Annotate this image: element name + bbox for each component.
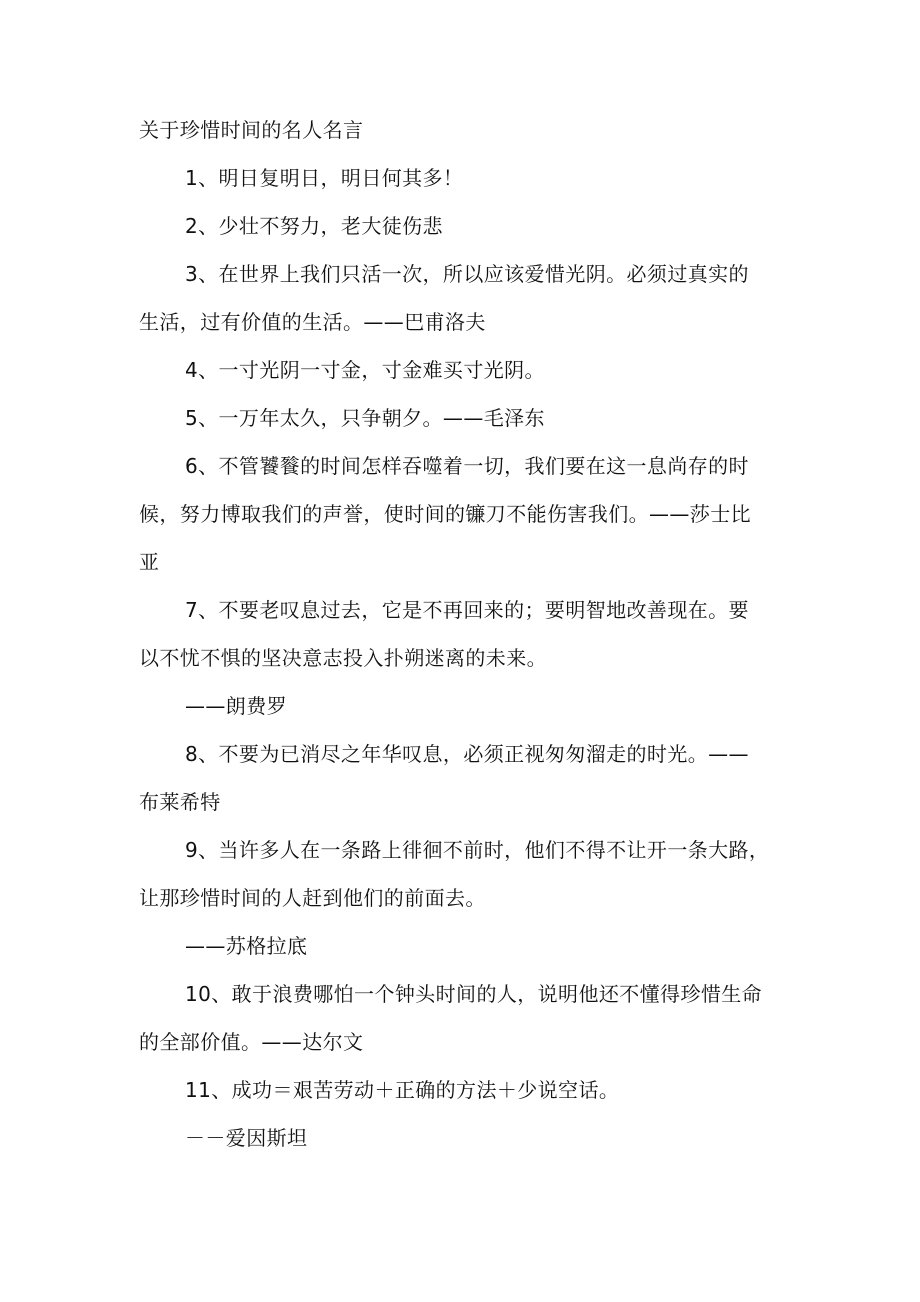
paragraph-line: 2、少壮不努力，老大徒伤悲 bbox=[185, 214, 443, 238]
paragraph-line: 9、当许多人在一条路上徘徊不前时，他们不得不让开一条大路， bbox=[185, 838, 770, 862]
paragraph-line: 3、在世界上我们只活一次，所以应该爱惜光阴。必须过真实的 bbox=[185, 262, 749, 286]
quote-paragraph-3 bbox=[139, 262, 799, 334]
paragraph-line: 8、不要为已消尽之年华叹息，必须正视匆匆溜走的时光。—— bbox=[185, 742, 749, 766]
paragraph-line: 1、明日复明日，明日何其多！ bbox=[185, 166, 464, 190]
paragraph-line: 5、一万年太久，只争朝夕。——毛泽东 bbox=[185, 406, 545, 430]
quote-paragraph-2 bbox=[139, 214, 799, 238]
paragraph-line: 候，努力博取我们的声誉，使时间的镰刀不能伤害我们。——莎士比 bbox=[139, 502, 751, 526]
quote-paragraph-7 bbox=[139, 598, 799, 670]
quote-paragraph-1 bbox=[139, 166, 799, 190]
paragraph-line: 7、不要老叹息过去，它是不再回来的；要明智地改善现在。要 bbox=[185, 598, 749, 622]
quote-paragraph-6 bbox=[139, 454, 799, 574]
quote-attribution-7 bbox=[139, 694, 799, 718]
quote-paragraph-8 bbox=[139, 742, 799, 814]
paragraph-line: 以不忧不惧的坚决意志投入扑朔迷离的未来。 bbox=[139, 646, 547, 670]
quote-paragraph-10 bbox=[139, 982, 799, 1054]
quote-attribution-9 bbox=[139, 934, 799, 958]
paragraph-line: 10、敢于浪费哪怕一个钟头时间的人，说明他还不懂得珍惜生命 bbox=[185, 982, 763, 1006]
quote-paragraph-11 bbox=[139, 1078, 799, 1102]
paragraph-line: 生活，过有价值的生活。——巴甫洛夫 bbox=[139, 310, 486, 334]
paragraph-line: －－爱因斯坦 bbox=[185, 1126, 308, 1150]
quote-attribution-11 bbox=[139, 1126, 799, 1150]
document-title: 关于珍惜时间的名人名言 bbox=[139, 118, 364, 142]
paragraph-line: ——朗费罗 bbox=[185, 694, 287, 718]
paragraph-line: 的全部价值。——达尔文 bbox=[139, 1030, 364, 1054]
paragraph-line: 布莱希特 bbox=[139, 790, 221, 814]
quote-paragraph-9 bbox=[139, 838, 799, 910]
paragraph-line: ——苏格拉底 bbox=[185, 934, 308, 958]
paragraph-line: 6、不管饕餮的时间怎样吞噬着一切，我们要在这一息尚存的时 bbox=[185, 454, 749, 478]
paragraph-line: 让那珍惜时间的人赶到他们的前面去。 bbox=[139, 886, 486, 910]
quote-paragraph-5 bbox=[139, 406, 799, 430]
document-body bbox=[139, 118, 799, 1174]
paragraph-line: 4、一寸光阴一寸金，寸金难买寸光阴。 bbox=[185, 358, 545, 382]
quote-paragraph-4 bbox=[139, 358, 799, 382]
paragraph-line: 11、成功＝艰苦劳动＋正确的方法＋少说空话。 bbox=[185, 1078, 620, 1102]
paragraph-line: 亚 bbox=[139, 550, 160, 574]
